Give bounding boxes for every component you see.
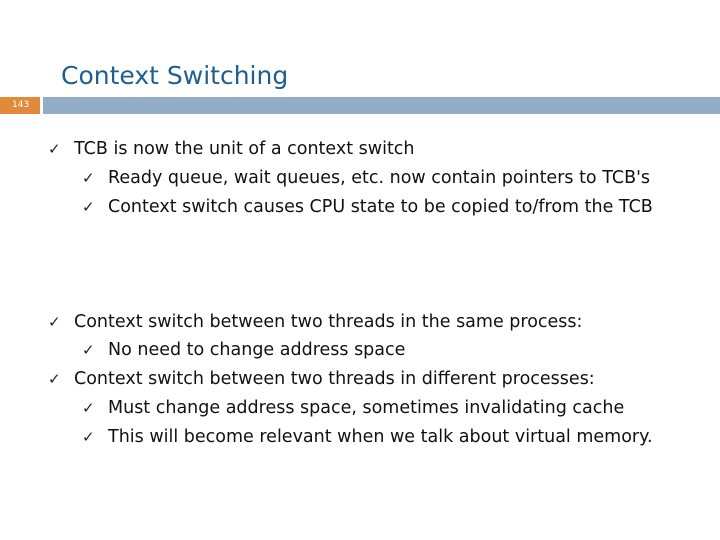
- checkmark-icon: ✓: [82, 428, 95, 446]
- slide-number: 143: [0, 97, 40, 114]
- bullet-item: [82, 166, 650, 190]
- bullet-text: No need to change address space: [108, 340, 406, 360]
- checkmark-icon: ✓: [82, 169, 95, 187]
- slide-title: Context Switching: [61, 61, 289, 90]
- bullet-item: [48, 367, 595, 391]
- bullet-text: Context switch between two threads in different processes:: [74, 369, 595, 389]
- checkmark-icon: ✓: [82, 341, 95, 359]
- bullet-item: [82, 338, 405, 362]
- bullet-item: [82, 396, 624, 420]
- checkmark-icon: ✓: [48, 370, 61, 388]
- bullet-item: [82, 195, 653, 219]
- bullet-text: Ready queue, wait queues, etc. now contain pointers to TCB's: [108, 168, 651, 188]
- bullet-text: Context switch causes CPU state to be copied to/from the TCB: [108, 197, 653, 217]
- checkmark-icon: ✓: [82, 198, 95, 216]
- title-underline-bar: [43, 97, 720, 114]
- checkmark-icon: ✓: [82, 399, 95, 417]
- bullet-text: This will become relevant when we talk about virtual memory.: [108, 427, 653, 447]
- title-bar: [0, 97, 720, 114]
- bullet-text: Context switch between two threads in the same process:: [74, 312, 583, 332]
- checkmark-icon: ✓: [48, 313, 61, 331]
- checkmark-icon: ✓: [48, 140, 61, 158]
- bullet-item: [48, 310, 582, 334]
- bullet-item: [48, 137, 415, 161]
- bullet-text: TCB is now the unit of a context switch: [74, 139, 415, 159]
- bullet-item: [82, 425, 653, 449]
- bullet-text: Must change address space, sometimes invalidating cache: [108, 398, 625, 418]
